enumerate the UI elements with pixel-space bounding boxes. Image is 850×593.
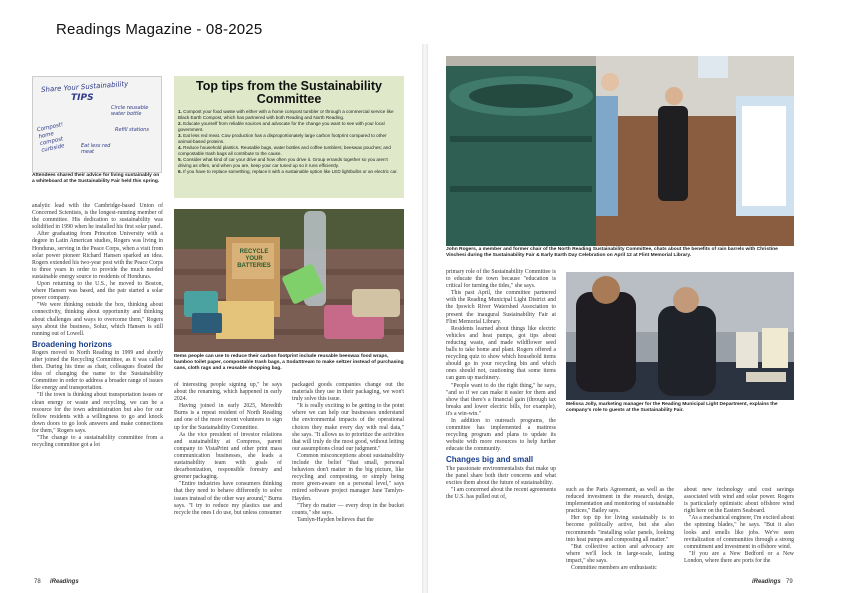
whiteboard-text: Share Your Sustainability	[40, 79, 129, 95]
paragraph: "If the town is thinking about transportation issues or clean energy or waste and recycling, we can be a resource for the town administration but also for our fellow residents with a willingness to go and knock down doors to go look answers and make connections for them," Rogers says.	[32, 392, 163, 434]
tip-number: 3.	[178, 133, 182, 138]
paragraph: about new technology and cost savings associated with wind and solar power. Rogers is particularly optimistic about offshore wind right here on the Eastern Seaboard.	[684, 487, 794, 515]
header	[0, 0, 850, 44]
recycle-box-label: RECYCLE YOUR BATTERIES	[237, 249, 271, 269]
tip-text: Eat less red meat. Cow production has a disproportionately large carbon footprint compared to other animal-based proteins.	[178, 133, 387, 144]
paragraph: such as the Paris Agreement, as well as the reduced investment in the research, design, implementation and monitoring of sustainable practices," Bailey says.	[566, 487, 674, 515]
article-column-3	[292, 382, 404, 524]
section-heading: Changes big and small	[446, 455, 534, 465]
paragraph: Having joined in early 2025, Meredith Burns is a repeat resident of North Reading and one of the more recent volunteers to sign up for the Sustainability Committee.	[174, 403, 282, 431]
booth-photo-caption: Melissa Jolly, marketing manager for the Reading Municipal Light Department, explains the company's role to guests at the Sustainability Fair.	[566, 402, 778, 413]
photo-illustration	[446, 56, 794, 246]
tip-number: 4.	[178, 145, 182, 150]
page-number: 78	[34, 579, 41, 585]
paragraph: As the vice president of investor relations and sustainability at Compress, parent company to VistaPrint and other print mass communication businesses, she leads a sustainability team with goals of decarbonization, responsible forestry and greener packaging.	[174, 431, 282, 481]
tip-item	[178, 121, 400, 132]
tip-item	[178, 157, 400, 168]
paragraph: This past April, the committee partnered with the Reading Municipal Light District and the Ipswich River Watershed Association to present the inaugural Sustainability Fair at Flint Memorial Library.	[446, 290, 556, 325]
sustainable-items-photo	[174, 209, 404, 352]
booth-photo	[566, 272, 794, 400]
paragraph: analytic lead with the Cambridge-based Union of Concerned Scientists, is the longest-running member of the committee. His dedication to sustainability was solidified in 1990 when he installed his first solar panel.	[32, 203, 163, 231]
left-page	[22, 44, 422, 593]
tips-list	[178, 109, 400, 176]
tip-item	[178, 109, 400, 120]
rain-barrel-caption: John Rogers, a member and former chair of the North Reading Sustainability Committee, chats about the benefits of rain barrels with Christine Vinchesi during the Sustainability Fair & Early Earth Day Celebration on April 12 at Flint Memorial Library.	[446, 247, 778, 258]
paragraph: The passionate environmentalists that make up the panel share both their concerns and what excites them about the future of sustainability.	[446, 465, 556, 486]
page-title: Readings Magazine - 08-2025	[56, 21, 263, 38]
whiteboard-photo	[32, 76, 162, 173]
tip-item	[178, 169, 400, 175]
paragraph: Common misconceptions about sustainability include the belief "that small, personal behaviors don't matter in the big picture, like recycling and composting, or simply being more green-aware on a personal level," says retired software project manager Jane Tamlyn-Hayden.	[292, 452, 404, 502]
paragraph: "The change to a sustainability committee from a recycling committee got a lot	[32, 435, 163, 449]
paragraph: primary role of the Sustainability Committee is to educate the town because "education is critical for turning the tides," she says.	[446, 269, 556, 290]
magazine-brand: iReadings	[50, 579, 79, 585]
whiteboard-text: Refill stations	[115, 127, 149, 133]
paragraph: "As a mechanical engineer, I'm excited about the spinning blades," he says. "But it also looks and smells like jobs. We've seen revitalization of communities through a strong commitment and investment in offshore wind.	[684, 515, 794, 550]
article-column-1	[32, 203, 163, 449]
right-page	[428, 44, 828, 593]
tips-sidebar	[174, 76, 404, 198]
tip-number: 2.	[178, 121, 182, 126]
paragraph: "I am concerned about the recent agreements the U.S. has pulled out of,	[446, 486, 556, 500]
tip-item	[178, 133, 400, 144]
paragraph: "Entire industries have consumers thinking that they need to behave differently to solve issues instead of the other way around," Burns says. "I try to reduce my plastics use and recycle the ones I do use, but unless consumer	[174, 481, 282, 516]
whiteboard-text: Eat less red meat	[81, 143, 111, 155]
paragraph: "We were thinking outside the box, thinking about connectivity, thinking about opportunity and thinking about challenges and ways to overcome them," Rogers says about the business, Soluz, which Hansen is still running out of Lowell.	[32, 302, 163, 337]
paragraph: "It is really exciting to be getting to the point where we can help our businesses understand the environmental impacts of the operational choices they make every day with real data," she says. "It allows us to prioritize the activities that will truly do the most good, without letting our assumptions cloud our judgment."	[292, 403, 404, 452]
rain-barrel-photo	[446, 56, 794, 246]
paragraph: packaged goods companies change out the materials they use in their packaging, we won't truly solve this issue.	[292, 382, 404, 403]
paragraph: "If you are a New Bedford or a New London, where there are ports for the	[684, 550, 794, 564]
photo-illustration	[174, 209, 404, 352]
paragraph: Her top tip for living sustainably is to become politically active, but she also recommends "installing solar panels, looking into heat pumps and composting all matter."	[566, 515, 674, 543]
tip-number: 5.	[178, 157, 182, 162]
tip-text: Educate yourself from reliable sources and advocate for the change you want to see with your local government.	[178, 121, 385, 132]
tip-text: Reduce household plastics. Reusable bags, water bottles and coffee tumblers; beeswax pouches; and compostable trash bags all contribute to the cause.	[178, 145, 391, 156]
whiteboard-text: Compost! home compost curbside	[36, 121, 66, 154]
paragraph: Committee members are enthusiastic	[571, 565, 657, 572]
article-column-2	[174, 382, 282, 517]
photo-illustration	[566, 272, 794, 400]
whiteboard-caption: Attendees shared their advice for living sustainably on a whiteboard at the Sustainability Fair held this spring.	[32, 173, 160, 184]
paragraph: Upon returning to the U.S., he moved to Boston, where Hansen was based, and the pair started a solar power company.	[32, 281, 163, 302]
tip-text: Consider what kind of car your drive and how often you drive it. Group errands together so you aren't driving as often, and when you are, keep your car tuned up so it runs efficiently.	[178, 157, 388, 168]
paragraph: Residents learned about things like electric vehicles and heat pumps, got tips about reducing waste, and made wildflower seed balls to take home and plant. Rogers offered a recycling quiz to show which household items should go in your recycling bin and which ones should not, cautioning that some items can gum up machinery.	[446, 325, 556, 382]
article-column-6	[684, 487, 794, 565]
tip-text: If you have to replace something, replace it with a sustainable option like LED lightbulbs or an electric car.	[183, 169, 398, 174]
tip-text: Compost your food waste with either with a home compost tumbler or through a commercial service like Black Earth Compost, which has partnered with both Reading and North Reading.	[178, 109, 394, 120]
paragraph: "But collective action and advocacy are where we'll lock in large-scale, lasting impact," she says.	[566, 543, 674, 564]
article-column-5	[566, 487, 674, 572]
article-column-4	[446, 269, 556, 501]
tip-item	[178, 145, 400, 156]
magazine-brand: iReadings	[752, 579, 781, 585]
paragraph: Rogers moved to North Reading in 1999 and shortly after joined the Recycling Committee, as it was called then. During his time as chair, colleagues floated the idea of changing the name to the Sustainability Committee in order to address a broader range of issues like energy and transportation.	[32, 349, 163, 392]
tip-number: 6.	[178, 169, 182, 174]
whiteboard-text: Circle reusable water bottle	[111, 105, 149, 117]
paragraph: After graduating from Princeton University with a degree in Latin American studies, Rogers was living in Honduras, serving in the Peace Corps, when a visit from solar power pioneer Richard Hansen sparked an idea. Rogers extended his two-year post with the Peace Corps to three years in order to provide the much needed sustainable energy source to residents of Honduras.	[32, 231, 163, 280]
paragraph: of interesting people signing up," he says about the renaming, which happened in early 2024.	[174, 382, 282, 403]
tips-title: Top tips from the Sustainability Committee	[196, 79, 382, 106]
whiteboard-text: TIPS	[71, 93, 94, 103]
page-number: 79	[786, 579, 793, 585]
table-photo-caption: Items people can use to reduce their carbon footprint include reusable beeswax food wraps, bamboo toilet paper, compostable trash bags, a SodaStream to make seltzer instead of purchasing cans, cloth rags and a reusable shopping bag.	[174, 354, 404, 371]
tip-number: 1.	[178, 109, 182, 114]
paragraph: "People want to do the right thing," he says, "and so if we can make it easier for them and show that there's a financial gain (through tax breaks and lower electric bills, for example), it's a win-win."	[446, 382, 556, 417]
paragraph: Tamlyn-Hayden believes that the	[297, 516, 374, 523]
section-heading: Broadening horizons	[32, 339, 112, 349]
paragraph: "They do matter — every drop in the bucket counts," she says.	[292, 502, 404, 516]
paragraph: In addition to outreach programs, the committee has implemented a mattress recycling program and plans to update its website with more resources to help further educate the community.	[446, 417, 556, 453]
